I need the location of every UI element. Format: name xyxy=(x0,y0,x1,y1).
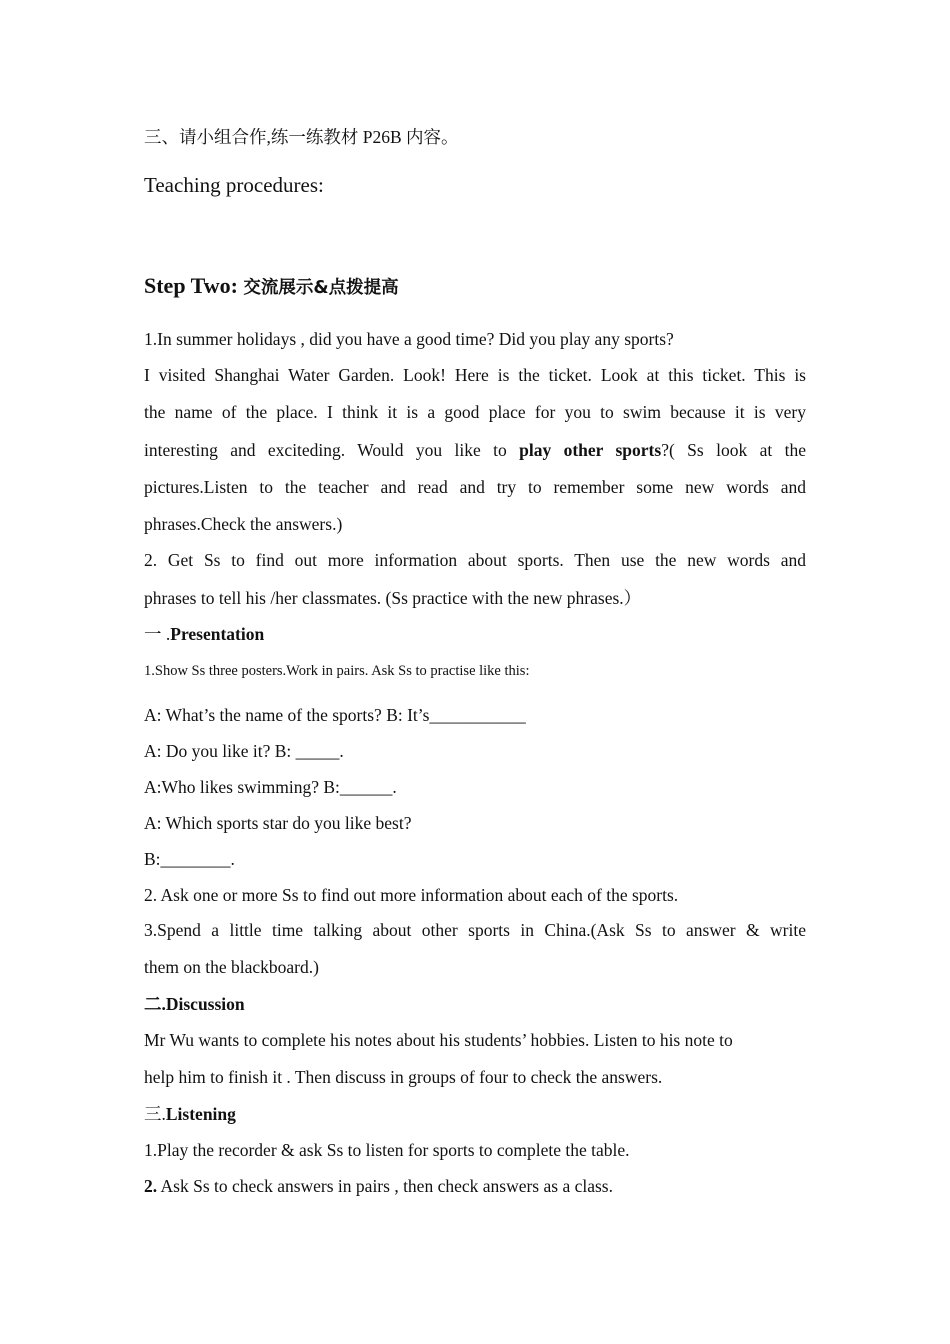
presentation-number: 一 . xyxy=(144,624,171,644)
para1-line: phrases.Check the answers.) xyxy=(144,514,343,534)
discussion-line: Mr Wu wants to complete his notes about his students’ hobbies. Listen to his note to xyxy=(144,1030,733,1050)
listening-point-2-text: Ask Ss to check answers in pairs , then check answers as a class. xyxy=(157,1176,613,1196)
dialogue-line: A: Which sports star do you like best? xyxy=(144,813,412,833)
para1-question: 1.In summer holidays , did you have a good time? Did you play any sports? xyxy=(144,329,674,349)
para1-line: I visited Shanghai Water Garden. Look! Here is the ticket. Look at this ticket. This is xyxy=(144,365,806,385)
para2-line: 2. Get Ss to find out more information about sports. Then use the new words and xyxy=(144,550,806,570)
step-two-title-en: Step Two: xyxy=(144,273,238,298)
presentation-point-3-cont: them on the blackboard.) xyxy=(144,957,319,977)
step-two-heading xyxy=(144,274,806,300)
dialogue-line: A: Do you like it? B: _____. xyxy=(144,741,344,761)
para2-line: phrases to tell his /her classmates. (Ss practice with the new phrases.） xyxy=(144,588,642,608)
discussion-line: help him to finish it . Then discuss in groups of four to check the answers. xyxy=(144,1067,663,1087)
dialogue-line: A: What’s the name of the sports? B: It’s___________ xyxy=(144,705,526,725)
listening-point-1: 1.Play the recorder & ask Ss to listen for sports to complete the table. xyxy=(144,1140,630,1160)
step-two-title-cn: 交流展示&点拨提高 xyxy=(243,278,399,298)
presentation-point-3: 3.Spend a little time talking about other sports in China.(Ask Ss to answer & write xyxy=(144,920,806,940)
presentation-heading xyxy=(144,622,806,646)
listening-point-2 xyxy=(144,1174,806,1198)
discussion-title: 二.Discussion xyxy=(144,994,245,1014)
discussion-heading xyxy=(144,992,806,1016)
listening-title: Listening xyxy=(165,1104,236,1124)
para1-bold-phrase: play other sports xyxy=(519,440,662,460)
teaching-procedures-heading: Teaching procedures: xyxy=(144,173,324,197)
dialogue-line: A:Who likes swimming? B:______. xyxy=(144,777,397,797)
para1-line: pictures.Listen to the teacher and read and try to remember some new words and xyxy=(144,477,806,497)
para1-text: ?( Ss look at the xyxy=(661,440,806,460)
dialogue-line: B:________. xyxy=(144,849,235,869)
task-three-line: 三、请小组合作,练一练教材 P26B 内容。 xyxy=(144,127,459,147)
presentation-point-2: 2. Ask one or more Ss to find out more information about each of the sports. xyxy=(144,885,679,905)
para1-line: the name of the place. I think it is a good place for you to swim because it is very xyxy=(144,402,806,422)
para1-line xyxy=(144,438,806,462)
presentation-intro: 1.Show Ss three posters.Work in pairs. Ask Ss to practise like this: xyxy=(144,663,530,679)
listening-point-2-number: 2. xyxy=(144,1176,158,1196)
para1-text: interesting and exciteding. Would you like to xyxy=(144,440,507,460)
listening-number: 三. xyxy=(144,1104,166,1124)
presentation-title: Presentation xyxy=(170,624,265,644)
listening-heading xyxy=(144,1102,806,1126)
